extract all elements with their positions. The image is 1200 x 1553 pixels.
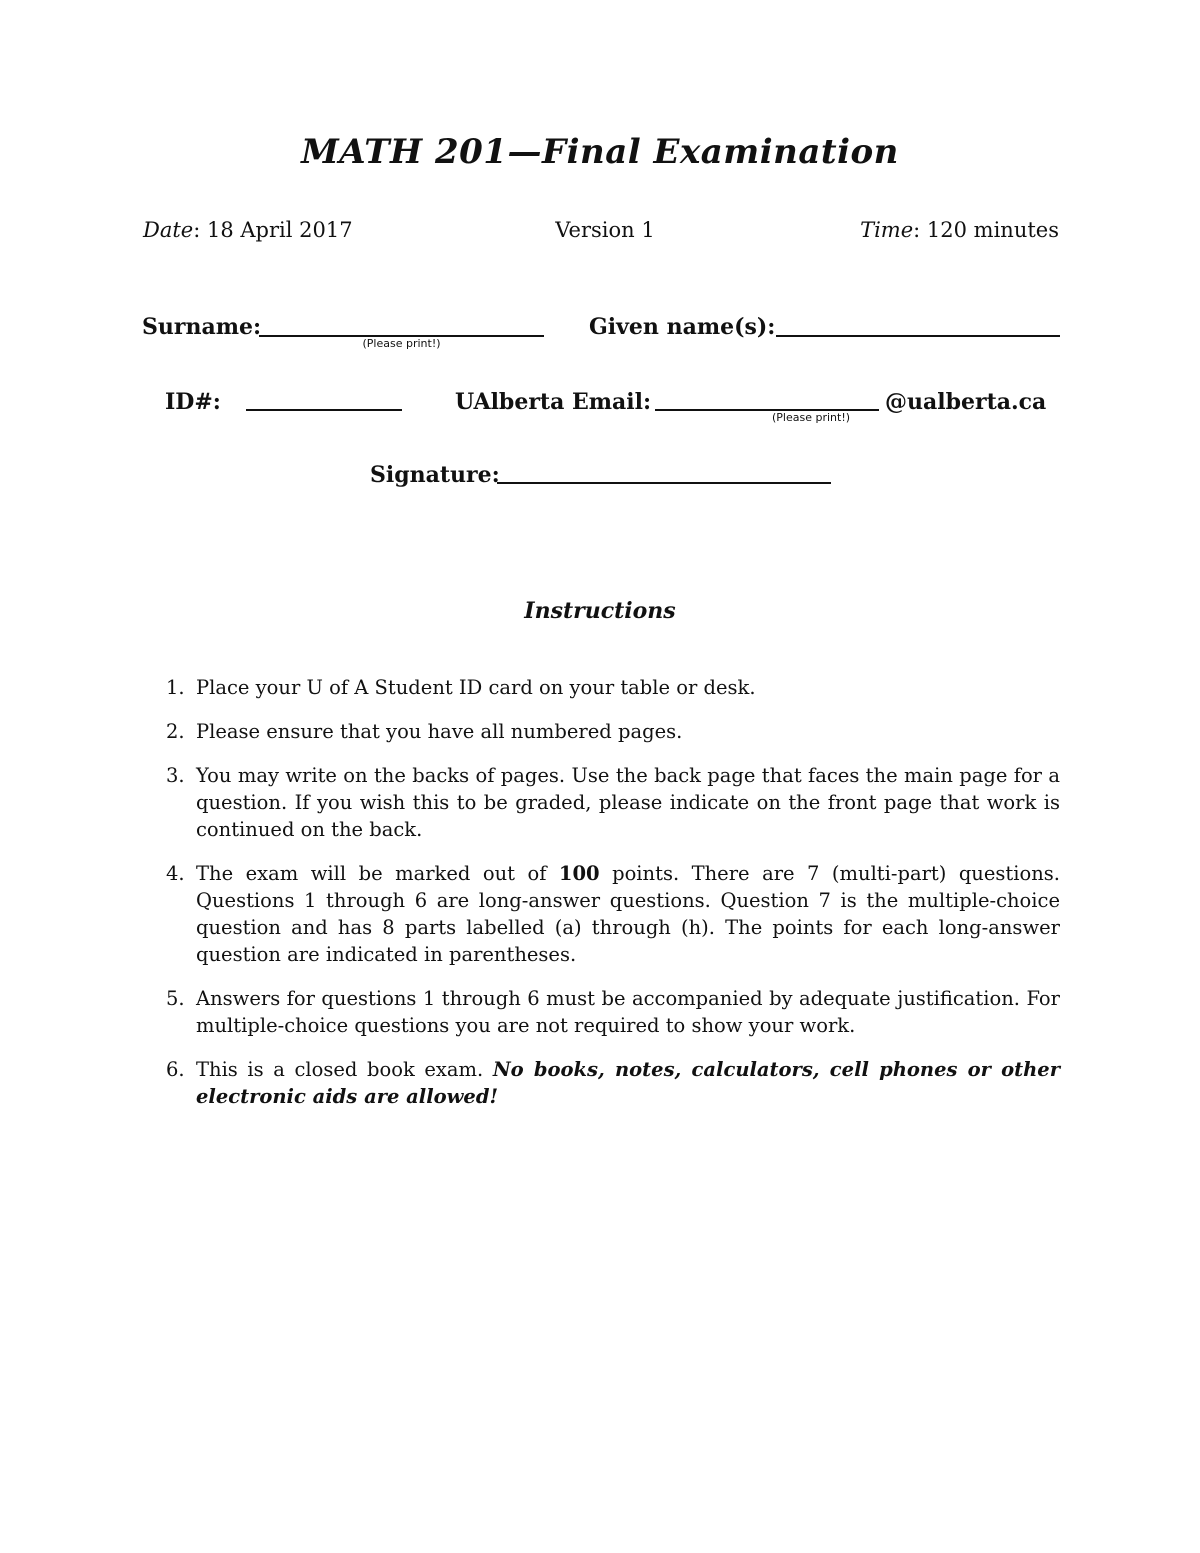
email-label: UAlberta Email: [455,389,652,415]
instructions-heading: Instructions [524,598,676,624]
id-field[interactable] [246,409,402,411]
item-number: 4. [166,862,185,885]
time-label: Time [860,218,914,242]
item-text: The exam will be marked out of [196,862,559,885]
exam-version: Version 1 [555,218,655,242]
time-value: : 120 minutes [913,218,1059,242]
exam-title: MATH 201—Final Examination [301,132,899,172]
given-names-field[interactable] [776,335,1060,337]
instruction-item [158,1056,1060,1110]
item-number: 1. [166,676,185,699]
email-domain: @ualberta.ca [885,389,1047,415]
instruction-item [158,674,1060,701]
instruction-item [158,985,1060,1039]
instruction-item [158,762,1060,843]
item-text: Answers for questions 1 through 6 must be accompanied by adequate justification. For multiple-choice questions you are not required to show your work. [196,987,1060,1037]
item-number: 6. [166,1058,185,1081]
signature-label: Signature: [370,462,500,488]
email-print-hint: (Please print!) [771,411,851,424]
surname-print-hint: (Please print!) [362,337,441,350]
given-names-label: Given name(s): [589,314,776,340]
points-total: 100 [558,862,600,885]
item-number: 3. [166,764,185,787]
item-text: Please ensure that you have all numbered pages. [196,720,683,743]
exam-time [860,218,1059,242]
item-number: 2. [166,720,185,743]
id-label: ID#: [165,389,221,415]
date-label: Date [143,218,194,242]
instruction-item [158,718,1060,745]
instruction-item [158,860,1060,968]
item-number: 5. [166,987,185,1010]
surname-label: Surname: [142,314,262,340]
no-aids-warning: No books, notes, calculators, cell phones or other electronic aids are allowed! [196,1058,1060,1108]
instructions-list [158,674,1060,1127]
item-text: This is a closed book exam. [196,1058,493,1081]
item-text: You may write on the backs of pages. Use the back page that faces the main page for a question. If you wish this to be graded, please indicate on the front page that work is continued on the back. [196,764,1060,841]
item-text: Place your U of A Student ID card on your table or desk. [196,676,756,699]
date-value: : 18 April 2017 [193,218,353,242]
signature-field[interactable] [497,482,831,484]
item-text-continued: points. There are 7 (multi-part) questions. Questions 1 through 6 are long-answer questions. Question 7 is the multiple-choice question and has 8 parts labelled (a) through (h). The points for each long-answer question are indicated in parentheses. [196,862,1060,966]
